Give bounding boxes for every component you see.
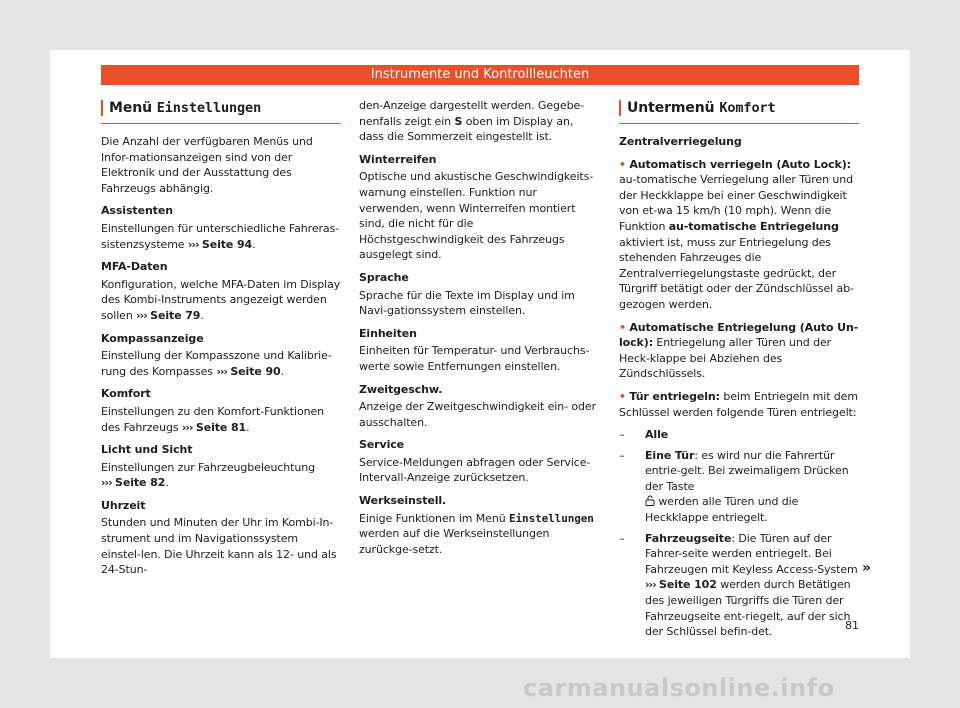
setting-entry [101, 259, 341, 323]
entry-heading: Zweitgeschw. [359, 382, 443, 396]
setting-entry [101, 498, 341, 578]
entry-text: Einige Funktionen im Menü Einstellungen werden auf die Werkseinstellungen zurückge-setzt. [359, 511, 594, 556]
setting-entry [101, 442, 341, 491]
entry-heading: Kompassanzeige [101, 331, 204, 345]
entry-heading: Komfort [101, 387, 151, 401]
entry-text: Einstellungen zur Fahrzeugbeleuchtung ››› Seite 82. [101, 460, 315, 490]
entry-text: Konfiguration, welche MFA-Daten im Display des Kombi-Instruments angezeigt werden sollen ››› Seite 79. [101, 277, 341, 322]
menu-name-mono: Einstellungen [509, 511, 594, 525]
bullet-dot-icon: • [619, 389, 626, 403]
page-number: 81 [845, 619, 859, 632]
zentralverriegelung-heading: Zentralverriegelung [619, 135, 742, 148]
entry-text: Anzeige der Zweitgeschwindigkeit ein- oder ausschalten. [359, 400, 597, 429]
entry-heading: Service [359, 438, 405, 452]
dash-icon: – [619, 448, 625, 462]
submenu-title-prefix: Untermenü [627, 100, 715, 116]
unlock-icon [645, 495, 655, 506]
page-ref-link[interactable]: Seite 102 [659, 578, 717, 592]
entry-text: Einheiten für Temperatur- und Verbrauchs-werte sowie Entfernungen einstellen. [359, 344, 590, 373]
setting-entry [359, 437, 599, 486]
ref-arrow-icon: ››› [136, 308, 147, 322]
ref-arrow-icon: ››› [216, 364, 227, 378]
entry-text: Sprache für die Texte im Display und im Navi-gationssystem einstellen. [359, 288, 575, 318]
setting-entry [101, 331, 341, 380]
dash-icon: – [619, 531, 625, 545]
setting-entry [359, 493, 599, 557]
entry-heading: Licht und Sicht [101, 443, 193, 457]
menu-title-mono: Einstellungen [156, 100, 262, 116]
option-eine-tur: – Eine Tür: es wird nur die Fahrertür entrie-gelt. Bei zweimaligem Drücken der Taste werden alle Türen und die Heckklappe entriegelt. [619, 448, 849, 525]
submenu-title-mono: Komfort [719, 100, 776, 116]
summer-time-symbol: S [454, 114, 463, 128]
setting-entry [359, 152, 599, 263]
section-header: Instrumente und Kontrollleuchten [101, 65, 859, 85]
bullet-auto-lock: • Automatisch verriegeln (Auto Lock): au-tomatische Verriegelung aller Türen und der Heckklappe bei einer Geschwindigkeit von et-wa 15 km/h (10 mph). Wenn die Funktion au-tomatische Entriegelung aktiviert ist, muss zur Entriegelung des stehenden Fahrzeuges die Zentralverriegelungstaste gedrückt, der Türgriff betätigt oder der Zündschlüssel ab-gezogen werden. [619, 157, 854, 311]
ref-arrow-icon: ››› [101, 476, 112, 490]
intro-text: Die Anzahl der verfügbaren Menüs und Infor-mationsanzeigen sind von der Elektronik und der Ausstattung des Fahrzeugs abhängig. [101, 135, 313, 195]
entry-text: Service-Meldungen abfragen oder Service-Intervall-Anzeige zurücksetzen. [359, 455, 591, 485]
option-fahrzeugseite: – Fahrzeugseite: Die Türen auf der Fahrer-seite werden entriegelt. Bei Fahrzeugen mit Keyless Access-System ››› Seite 102 werden durch Betätigen des jeweiligen Türgriffs die Türen der Fahrzeugseite ent-riegelt, auf der sich der Schlüssel befin-det. [619, 531, 858, 639]
entry-text: Einstellungen zu den Komfort-Funktionen des Fahrzeugs ››› Seite 81. [101, 404, 324, 434]
bullet-dot-icon: • [619, 320, 626, 334]
entry-heading: Winterreifen [359, 152, 437, 166]
setting-entry [359, 382, 599, 431]
setting-entry [359, 270, 599, 319]
entry-text: Einstellung der Kompasszone und Kalibrie-rung des Kompasses ››› Seite 90. [101, 349, 332, 378]
continue-arrow-icon: » [862, 560, 872, 576]
page-ref-link[interactable]: Seite 94 [201, 237, 253, 251]
submenu-title [619, 98, 859, 124]
page-ref-link[interactable]: Seite 82 [115, 476, 166, 490]
page-ref-link[interactable]: Seite 81 [195, 420, 247, 434]
entry-text: Einstellungen für unterschiedliche Fahreras-sistenzsysteme ››› Seite 94. [101, 221, 340, 251]
bullet-dot-icon: • [619, 157, 626, 171]
menu-title [101, 98, 341, 124]
setting-entry [101, 386, 341, 435]
continued-text: den-Anzeige dargestellt werden. Gegebe-nenfalls zeigt ein S oben im Display an, dass die Sommerzeit eingestellt ist. [359, 99, 584, 144]
bullet-tur-entriegeln: • Tür entriegeln: beim Entriegeln mit dem Schlüssel werden folgende Türen entriegelt: [619, 389, 858, 419]
ref-arrow-icon: ››› [187, 237, 199, 251]
entry-heading: MFA-Daten [101, 260, 168, 274]
option-alle: – Alle [619, 428, 669, 442]
entry-heading: Einheiten [359, 326, 417, 340]
entry-heading: Werkseinstell. [359, 494, 447, 508]
entry-text: Stunden und Minuten der Uhr im Kombi-In-strument und im Navigationssystem einstel-len. Die Uhrzeit kann als 12- und als 24-Stun- [101, 516, 337, 577]
column-menu-einstellungen [101, 98, 341, 585]
ref-arrow-icon: ››› [645, 578, 656, 592]
column-untermenu-komfort [619, 98, 859, 645]
watermark-logo: carmanualsonline.info [523, 674, 835, 702]
entry-heading: Uhrzeit [101, 498, 146, 512]
menu-title-prefix: Menü [109, 100, 152, 116]
entry-text: Optische und akustische Geschwindigkeits-warnung einstellen. Funktion nur verwenden, wenn Winterreifen montiert sind, die nicht für die Höchstgeschwindigkeit des Fahrzeugs ausgelegt sind. [359, 170, 594, 262]
entry-heading: Assistenten [101, 204, 173, 218]
dash-icon: – [619, 428, 625, 442]
page-ref-link[interactable]: Seite 90 [230, 364, 281, 378]
bullet-auto-unlock: • Automatische Entriegelung (Auto Un-lock): Entriegelung aller Türen und der Heck-klappe bei Abziehen des Zündschlüssels. [619, 320, 859, 381]
setting-entry [359, 326, 599, 375]
page-ref-link[interactable]: Seite 79 [150, 308, 201, 322]
column-settings-continued [359, 98, 599, 564]
ref-arrow-icon: ››› [181, 420, 193, 434]
setting-entry [101, 203, 341, 252]
entry-heading: Sprache [359, 270, 409, 284]
